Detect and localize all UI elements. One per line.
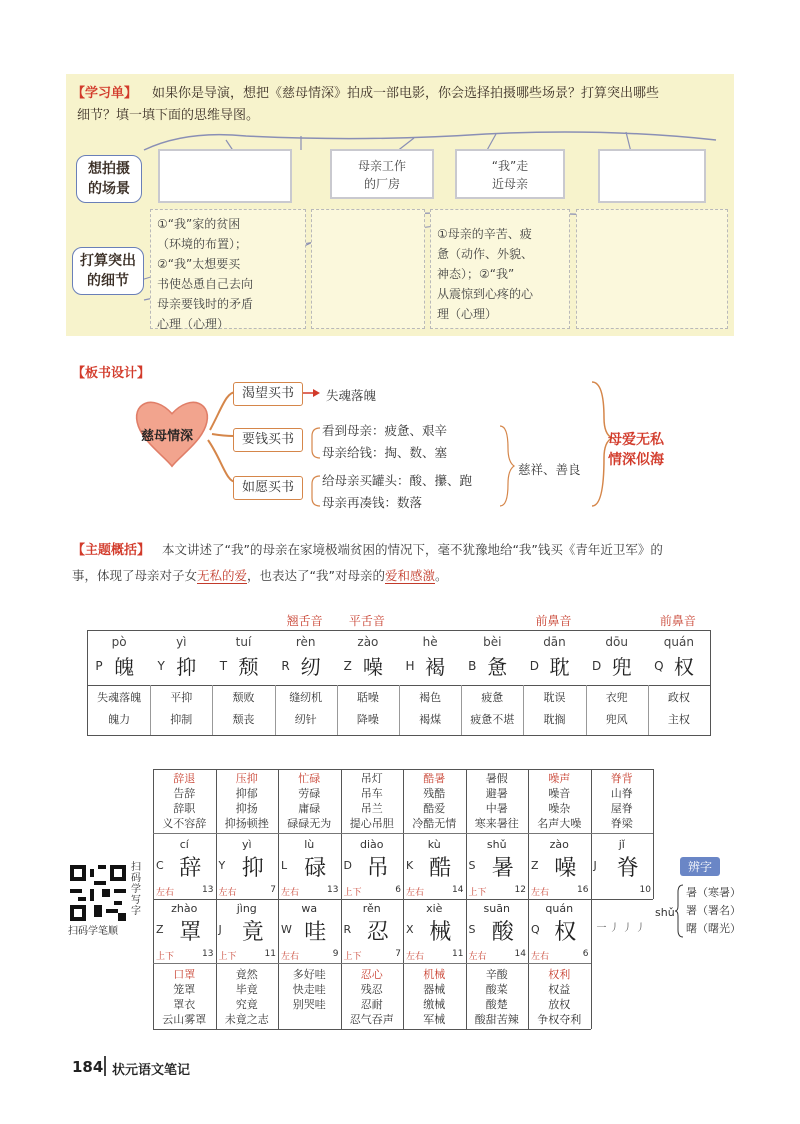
highlight-gratitude: 爱和感激	[384, 568, 435, 583]
group-word: 忍耐	[360, 998, 383, 1011]
structure-label: 左右	[281, 952, 300, 962]
writing-table-rule	[653, 769, 654, 899]
pinyin: quán	[545, 902, 574, 915]
pinyin: dān	[543, 635, 566, 649]
example-word: 魄力	[108, 713, 131, 726]
structure-label: 上下	[343, 888, 362, 898]
group-word: 义不容辞	[162, 817, 207, 830]
group-word: 未竟之志	[224, 1013, 269, 1026]
stroke-count: 11	[452, 949, 464, 959]
group-word: 云山雾罩	[162, 1013, 207, 1026]
pinyin: bèi	[483, 635, 502, 649]
group-word: 笼罩	[173, 983, 196, 996]
character: 吊	[366, 856, 389, 881]
group-word: 争权夺利	[537, 1013, 582, 1026]
group-word: 压抑	[235, 772, 258, 785]
group-word: 噪音	[548, 787, 571, 800]
pinyin: tuí	[235, 635, 252, 649]
group-word: 抑郁	[235, 787, 258, 800]
group-word: 缴械	[423, 998, 446, 1011]
group-word: 忍气吞声	[349, 1013, 394, 1026]
example-word: 失魂落魄	[97, 691, 142, 704]
character: 抑	[176, 655, 197, 679]
character: 纫	[300, 655, 321, 679]
character: 兜	[611, 655, 632, 679]
character: 竟	[241, 920, 264, 945]
scene-row-label: 想拍摄 的场景	[76, 155, 142, 203]
structure-label: 左右	[531, 888, 550, 898]
group-word: 酸楚	[485, 998, 508, 1011]
group-word: 放权	[548, 998, 571, 1011]
index-letter: Q	[531, 923, 540, 936]
index-letter: Y	[218, 859, 226, 872]
detail-box-1: ①“我”家的贫困 （环境的布置）； ②“我”太想要买 书使怂恿自己去向 母亲要钱时的矛盾 心理（心理）	[150, 209, 306, 329]
stroke-count: 14	[452, 885, 464, 895]
group-word: 劳碌	[298, 787, 321, 800]
character: 惫	[487, 655, 508, 679]
page-number: 184	[72, 1058, 104, 1076]
group-word: 酸甜苦辣	[474, 1013, 519, 1026]
board-branch-1-result: 失魂落魄	[326, 388, 377, 403]
index-letter: Z	[156, 923, 164, 936]
group-word: 竟然	[235, 968, 258, 981]
group-word: 吊兰	[360, 802, 383, 815]
example-word: 褐色	[419, 691, 442, 704]
stroke-count: 6	[582, 949, 589, 959]
index-letter: B	[468, 659, 477, 673]
group-word: 快走哇	[292, 983, 326, 996]
stroke-count: 7	[395, 949, 401, 959]
structure-label: 左右	[281, 888, 300, 898]
example-word: 褐煤	[419, 713, 442, 726]
pinyin: diào	[359, 838, 384, 851]
group-word: 山脊	[610, 787, 633, 800]
index-letter: R	[281, 659, 290, 673]
qr-code[interactable]	[70, 865, 126, 921]
footer-title: 状元语文笔记	[112, 1063, 191, 1078]
writing-table-rule	[153, 1029, 591, 1030]
pinyin: hè	[422, 635, 438, 649]
group-word: 酸菜	[485, 983, 508, 996]
character: 械	[429, 920, 452, 945]
example-word: 抑制	[170, 713, 193, 726]
example-word: 耽误	[543, 691, 566, 704]
group-word: 辛酸	[485, 968, 508, 981]
group-word: 抑扬顿挫	[224, 817, 269, 830]
group-word: 口罩	[173, 968, 196, 981]
writing-table-rule	[153, 963, 591, 964]
character: 颓	[238, 655, 259, 679]
character: 魄	[114, 655, 135, 679]
group-word: 脊背	[610, 772, 633, 785]
pinyin: pò	[111, 635, 127, 649]
group-word: 告辞	[173, 787, 196, 800]
group-word: 罩衣	[173, 998, 196, 1011]
group-word: 权利	[548, 968, 571, 981]
pinyin: yì	[176, 635, 187, 649]
index-letter: T	[219, 659, 228, 673]
group-word: 究竟	[235, 998, 258, 1011]
index-letter: J	[593, 859, 597, 872]
pinyin: jìng	[236, 902, 257, 915]
pinyin: suān	[483, 902, 510, 915]
index-letter: H	[405, 659, 415, 673]
index-letter: D	[591, 659, 602, 673]
pinyin: zào	[549, 838, 569, 851]
index-letter: Z	[343, 659, 352, 673]
scene-box-2: 母亲工作 的厂房	[330, 149, 434, 199]
structure-label: 左右	[406, 888, 425, 898]
group-word: 辞退	[173, 772, 196, 785]
board-branch-2-items: 看到母亲：疲惫、艰辛 母亲给钱：掏、数、塞	[322, 423, 448, 460]
stroke-count: 14	[514, 949, 526, 959]
footer-divider	[104, 1056, 106, 1076]
scene-box-4[interactable]	[598, 149, 706, 203]
board-conclusion: 母爱无私 情深似海	[608, 432, 664, 468]
example-word: 聒噪	[356, 691, 379, 704]
index-letter: C	[156, 859, 164, 872]
writing-table	[153, 769, 653, 1029]
group-word: 脊梁	[610, 817, 633, 830]
qr-label: 扫码学笔顺	[68, 926, 118, 937]
structure-label: 左右	[468, 952, 487, 962]
board-branch-2: 要钱买书	[233, 428, 303, 452]
character: 忍	[366, 920, 389, 945]
group-word: 碌碌无为	[287, 817, 332, 830]
writing-table-rule	[153, 833, 653, 834]
structure-label: 上下	[218, 952, 237, 962]
pronunciation-note: 前鼻音	[535, 614, 572, 628]
stroke-count: 6	[395, 885, 401, 895]
stroke-order-hint: 一丿丿丿	[596, 923, 649, 934]
pinyin-table	[87, 630, 711, 736]
theme-summary	[72, 538, 742, 563]
example-word: 政权	[667, 691, 690, 704]
group-word: 庸碌	[298, 802, 321, 815]
index-letter: Y	[157, 659, 165, 673]
example-word: 耽搁	[543, 713, 566, 726]
group-word: 残忍	[360, 983, 383, 996]
character: 酸	[491, 920, 514, 945]
group-word: 机械	[423, 968, 446, 981]
index-letter: L	[281, 859, 288, 872]
group-word: 中暑	[485, 802, 508, 815]
group-word: 权益	[548, 983, 571, 996]
writing-table-rule	[591, 899, 592, 1029]
character: 噪	[362, 655, 383, 679]
index-letter: D	[343, 859, 352, 872]
qr-code-icon	[70, 865, 126, 921]
stroke-count: 12	[514, 885, 526, 895]
pinyin: yì	[241, 838, 252, 851]
pinyin: rěn	[362, 902, 381, 915]
example-word: 缝纫机	[289, 691, 323, 704]
board-center: 慈母情深	[141, 429, 194, 444]
index-letter: R	[343, 923, 352, 936]
character: 辞	[179, 856, 202, 881]
group-word: 屋脊	[610, 802, 633, 815]
group-word: 辞职	[173, 802, 196, 815]
pronunciation-note: 平舌音	[348, 614, 385, 628]
group-word: 残酷	[423, 787, 446, 800]
detail-row-label: 打算突出 的细节	[72, 247, 144, 295]
group-word: 毕竟	[235, 983, 258, 996]
character: 酷	[429, 856, 452, 881]
index-letter: S	[468, 923, 476, 936]
group-word: 军械	[423, 1013, 446, 1026]
character: 抑	[241, 856, 264, 881]
stroke-count: 9	[332, 949, 339, 959]
structure-label: 左右	[156, 888, 175, 898]
pinyin: xiè	[426, 902, 443, 915]
pinyin: quán	[663, 635, 694, 649]
group-word: 别哭哇	[292, 998, 326, 1011]
group-word: 吊车	[360, 787, 383, 800]
index-letter: X	[406, 923, 414, 936]
study-sheet-prompt	[152, 83, 732, 105]
index-letter: S	[468, 859, 476, 872]
group-word: 多好哇	[292, 968, 326, 981]
pinyin: rèn	[295, 635, 316, 649]
group-word: 抑扬	[235, 802, 258, 815]
index-letter: D	[529, 659, 540, 673]
example-word: 疲惫不堪	[470, 713, 515, 726]
index-letter: P	[95, 659, 103, 673]
character: 噪	[554, 856, 577, 881]
group-word: 名声大噪	[537, 817, 582, 830]
pronunciation-note: 前鼻音	[659, 614, 696, 628]
character: 哇	[304, 920, 327, 945]
example-word: 颓丧	[232, 713, 255, 726]
group-word: 器械	[423, 983, 446, 996]
index-letter: W	[281, 923, 292, 936]
character: 褐	[425, 655, 446, 679]
example-word: 主权	[667, 713, 690, 726]
index-letter: Q	[654, 659, 664, 673]
index-letter: K	[406, 859, 414, 872]
group-word: 冷酷无情	[412, 817, 457, 830]
pinyin: cí	[179, 838, 189, 851]
qr-side-label: 扫码学写字	[131, 862, 141, 917]
structure-label: 左右	[406, 952, 425, 962]
group-word: 酷爱	[423, 802, 446, 815]
stroke-count: 13	[327, 885, 339, 895]
stroke-count: 11	[264, 949, 276, 959]
group-word: 寒来暑往	[474, 817, 519, 830]
example-word: 颓败	[232, 691, 255, 704]
board-branch-3-items: 给母亲买罐头：酸、攥、跑 母亲再凑钱：数落	[322, 473, 473, 510]
index-letter: Z	[531, 859, 539, 872]
character: 权	[554, 920, 577, 945]
pinyin: zào	[357, 635, 379, 649]
group-word: 忙碌	[298, 772, 321, 785]
example-word: 降噪	[356, 713, 379, 726]
example-word: 疲惫	[481, 691, 504, 704]
stroke-count: 16	[577, 885, 589, 895]
scene-box-1[interactable]	[158, 149, 292, 203]
group-word: 暑假	[485, 772, 508, 785]
prompt-line-2: 细节？填一填下面的思维导图。	[77, 108, 260, 123]
structure-label: 左右	[218, 888, 237, 898]
bianzi-tag: 辨字	[680, 857, 720, 876]
group-word: 酷暑	[423, 772, 446, 785]
character: 罩	[179, 920, 202, 945]
summary-line-2: 事，体现了母亲对子女无私的爱，也表达了“我”对母亲的爱和感激。	[72, 568, 448, 583]
detail-box-3: ①母亲的辛苦、疲 惫（动作、外貌、 神态）；②“我” 从震惊到心疼的心 理（心理）	[430, 209, 570, 329]
stroke-count: 13	[202, 949, 214, 959]
group-word: 噪声	[548, 772, 571, 785]
index-letter: J	[218, 923, 222, 936]
pinyin: lù	[304, 838, 315, 851]
board-branch-1: 渴望买书	[233, 382, 303, 406]
stroke-count: 13	[202, 885, 214, 895]
structure-label: 上下	[343, 952, 362, 962]
pinyin: dōu	[605, 635, 628, 649]
prompt-line-1: 如果你是导演，想把《慈母情深》拍成一部电影，你会选择拍摄哪些场景？打算突出哪些	[152, 86, 660, 101]
pinyin: zhào	[171, 902, 198, 915]
board-branch-3: 如愿买书	[233, 476, 303, 500]
group-word: 噪杂	[548, 802, 571, 815]
bianzi-brace	[674, 884, 684, 938]
example-word: 衣兜	[605, 691, 628, 704]
pinyin: shǔ	[486, 838, 507, 851]
study-sheet-label: 【学习单】	[72, 86, 138, 101]
pinyin: jǐ	[618, 838, 625, 851]
character: 碌	[304, 856, 327, 881]
example-word: 平抑	[170, 691, 193, 704]
bianzi-prefix: shǔ	[655, 906, 675, 919]
example-word: 兜风	[605, 713, 628, 726]
bianzi-items: 暑（寒暑） 署（署名） 曙（曙光）	[686, 886, 741, 935]
stroke-count: 7	[270, 885, 276, 895]
character: 耽	[549, 655, 570, 679]
summary-line-1: 本文讲述了“我”的母亲在家境极端贫困的情况下，毫不犹豫地给“我”钱买《青年近卫军》的	[162, 542, 663, 557]
example-word: 纫针	[294, 713, 317, 726]
group-word: 提心吊胆	[349, 817, 394, 830]
pinyin: wa	[301, 902, 318, 915]
character: 权	[673, 655, 694, 679]
scene-box-3: “我”走 近母亲	[455, 149, 565, 199]
highlight-selfless-love: 无私的爱	[197, 568, 248, 583]
structure-label: 上下	[468, 888, 487, 898]
detail-box-2[interactable]	[311, 209, 425, 329]
detail-box-4[interactable]	[576, 209, 728, 329]
group-word: 避暑	[485, 787, 508, 800]
structure-label: 左右	[531, 952, 550, 962]
stroke-count: 10	[639, 885, 651, 895]
pinyin: kù	[427, 838, 441, 851]
board-mid-traits: 慈祥、善良	[518, 462, 581, 477]
group-word: 吊灯	[360, 772, 383, 785]
character: 脊	[616, 856, 639, 881]
pronunciation-note: 翘舌音	[286, 614, 323, 628]
group-word: 忍心	[360, 968, 383, 981]
summary-label: 【主题概括】	[72, 543, 151, 558]
character: 暑	[491, 856, 514, 881]
structure-label: 上下	[156, 952, 175, 962]
board-label: 【板书设计】	[72, 366, 151, 381]
